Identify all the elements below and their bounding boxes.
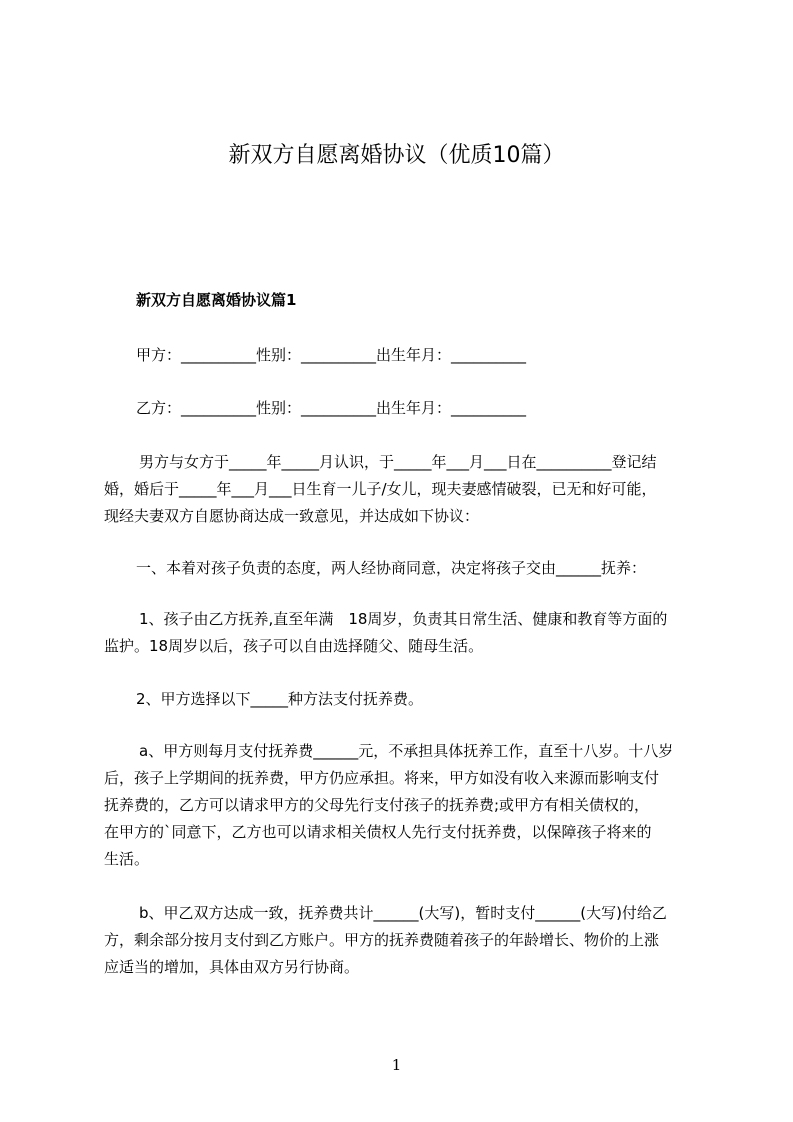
item-a-paragraph xyxy=(104,738,704,873)
item-a-line-2: 后，孩子上学期间的抚养费，甲方仍应承担。将来，甲方如没有收入来源而影响支付 xyxy=(104,769,660,787)
intro-line-1: 男方与女方于_____年_____月认识，于_____年___月___日在__________登记结 xyxy=(139,453,657,471)
item-1-line-2: 监护。18周岁以后，孩子可以自由选择随父、随母生活。 xyxy=(104,637,484,655)
page-number: 1 xyxy=(391,1056,402,1074)
section-heading: 新双方自愿离婚协议篇1 xyxy=(136,291,297,309)
item-b-line-1: b、甲乙双方达成一致，抚养费共计______(大写)，暂时支付______(大写)付给乙 xyxy=(139,904,667,922)
intro-line-3: 现经夫妻双方自愿协商达成一致意见，并达成如下协议： xyxy=(104,507,480,525)
item-b-paragraph xyxy=(104,900,704,981)
item-1-paragraph xyxy=(104,606,704,660)
item-a-line-5: 生活。 xyxy=(104,850,150,868)
intro-paragraph xyxy=(104,449,704,530)
party-b-line: 乙方：__________性别：__________出生年月：__________ xyxy=(136,399,527,417)
intro-line-2: 婚，婚后于_____年___月___日生育一儿子/女儿，现夫妻感情破裂，已无和好可能， xyxy=(104,480,657,498)
item-b-line-2: 方，剩余部分按月支付到乙方账户。甲方的抚养费随着孩子的年龄增长、物价的上涨 xyxy=(104,931,660,949)
item-b-line-3: 应适当的增加，具体由双方另行协商。 xyxy=(104,958,360,976)
party-a-line: 甲方：__________性别：__________出生年月：__________ xyxy=(136,346,527,364)
item-a-line-1: a、甲方则每月支付抚养费______元，不承担具体抚养工作，直至十八岁。十八岁 xyxy=(139,742,674,760)
document-title: 新双方自愿离婚协议（优质10篇） xyxy=(228,143,565,168)
item-a-line-4: 在甲方的`同意下，乙方也可以请求相关债权人先行支付抚养费，以保障孩子将来的 xyxy=(104,823,652,841)
item-a-line-3: 抚养费的，乙方可以请求甲方的父母先行支付孩子的抚养费;或甲方有相关债权的， xyxy=(104,796,650,814)
item-2: 2、甲方选择以下_____种方法支付抚养费。 xyxy=(136,690,424,708)
clause-1: 一、本着对孩子负责的态度，两人经协商同意，决定将孩子交由______抚养： xyxy=(136,559,647,577)
item-1-line-1: 1、孩子由乙方抚养,直至年满 18周岁，负责其日常生活、健康和教育等方面的 xyxy=(139,610,668,628)
